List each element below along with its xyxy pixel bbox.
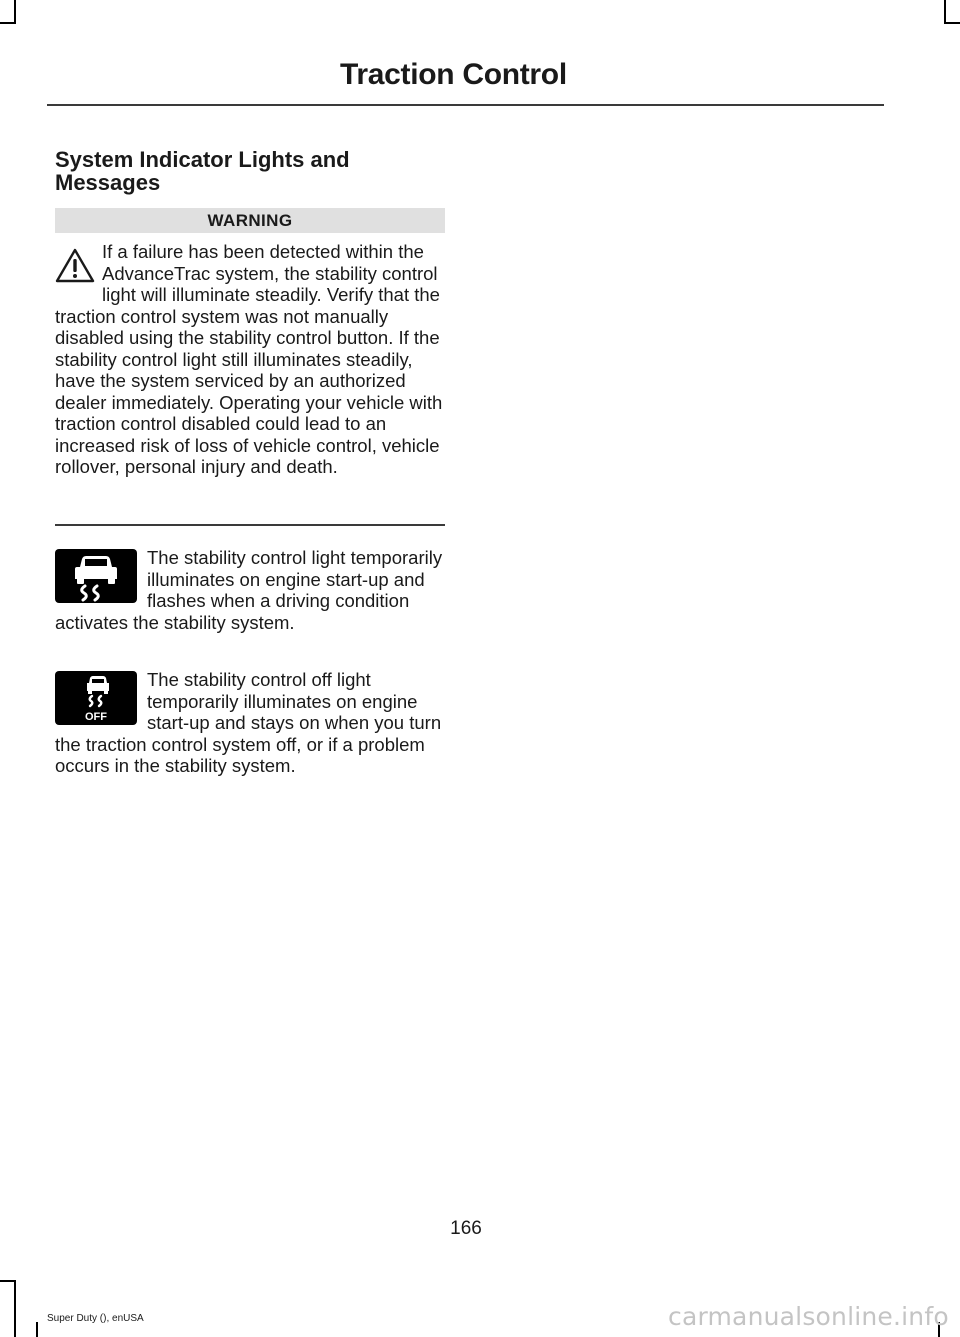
warning-label: WARNING [55,208,445,233]
stability-off-icon-label: OFF [85,711,107,723]
crop-mark [944,22,960,24]
warning-triangle-icon [55,241,95,295]
warning-paragraph [55,241,447,478]
footer-text: Super Duty (), enUSA [47,1313,144,1324]
watermark: carmanualsonline.info [668,1302,949,1331]
indicator-paragraph-stability [55,547,447,633]
stability-control-icon [55,549,137,603]
stability-control-off-icon [55,671,137,725]
indicator-paragraph-stability-off [55,669,447,777]
crop-mark [36,1322,38,1337]
crop-mark [14,0,16,24]
header-divider [47,104,884,106]
stability-light-text: The stability control light temporarily illuminates on engine start-up and flashes when a driving condition activates the stability system. [55,547,443,633]
warning-text: If a failure has been detected within the AdvanceTrac system, the stability control light will illuminate steadily. Verify that the traction control system was not manually disabled using the stability control button. If the stability control light still illuminates steadily, have the system serviced by an authorized dealer immediately. Operating your vehicle with traction control disabled could lead to an increased risk of loss of vehicle control, vehicle rollover, personal injury and death. [55,241,443,477]
crop-mark [944,0,946,24]
crop-mark [0,1280,16,1282]
warning-divider [55,524,445,526]
stability-off-light-text: The stability control off light temporarily illuminates on engine start-up and stays on when you turn the traction control system off, or if a problem occurs in the stability system. [55,669,442,776]
page-number: 166 [450,1218,482,1239]
section-heading: System Indicator Lights and Messages [55,147,350,195]
page-header-title: Traction Control [340,58,567,91]
crop-mark [0,22,16,24]
crop-mark [14,1280,16,1337]
